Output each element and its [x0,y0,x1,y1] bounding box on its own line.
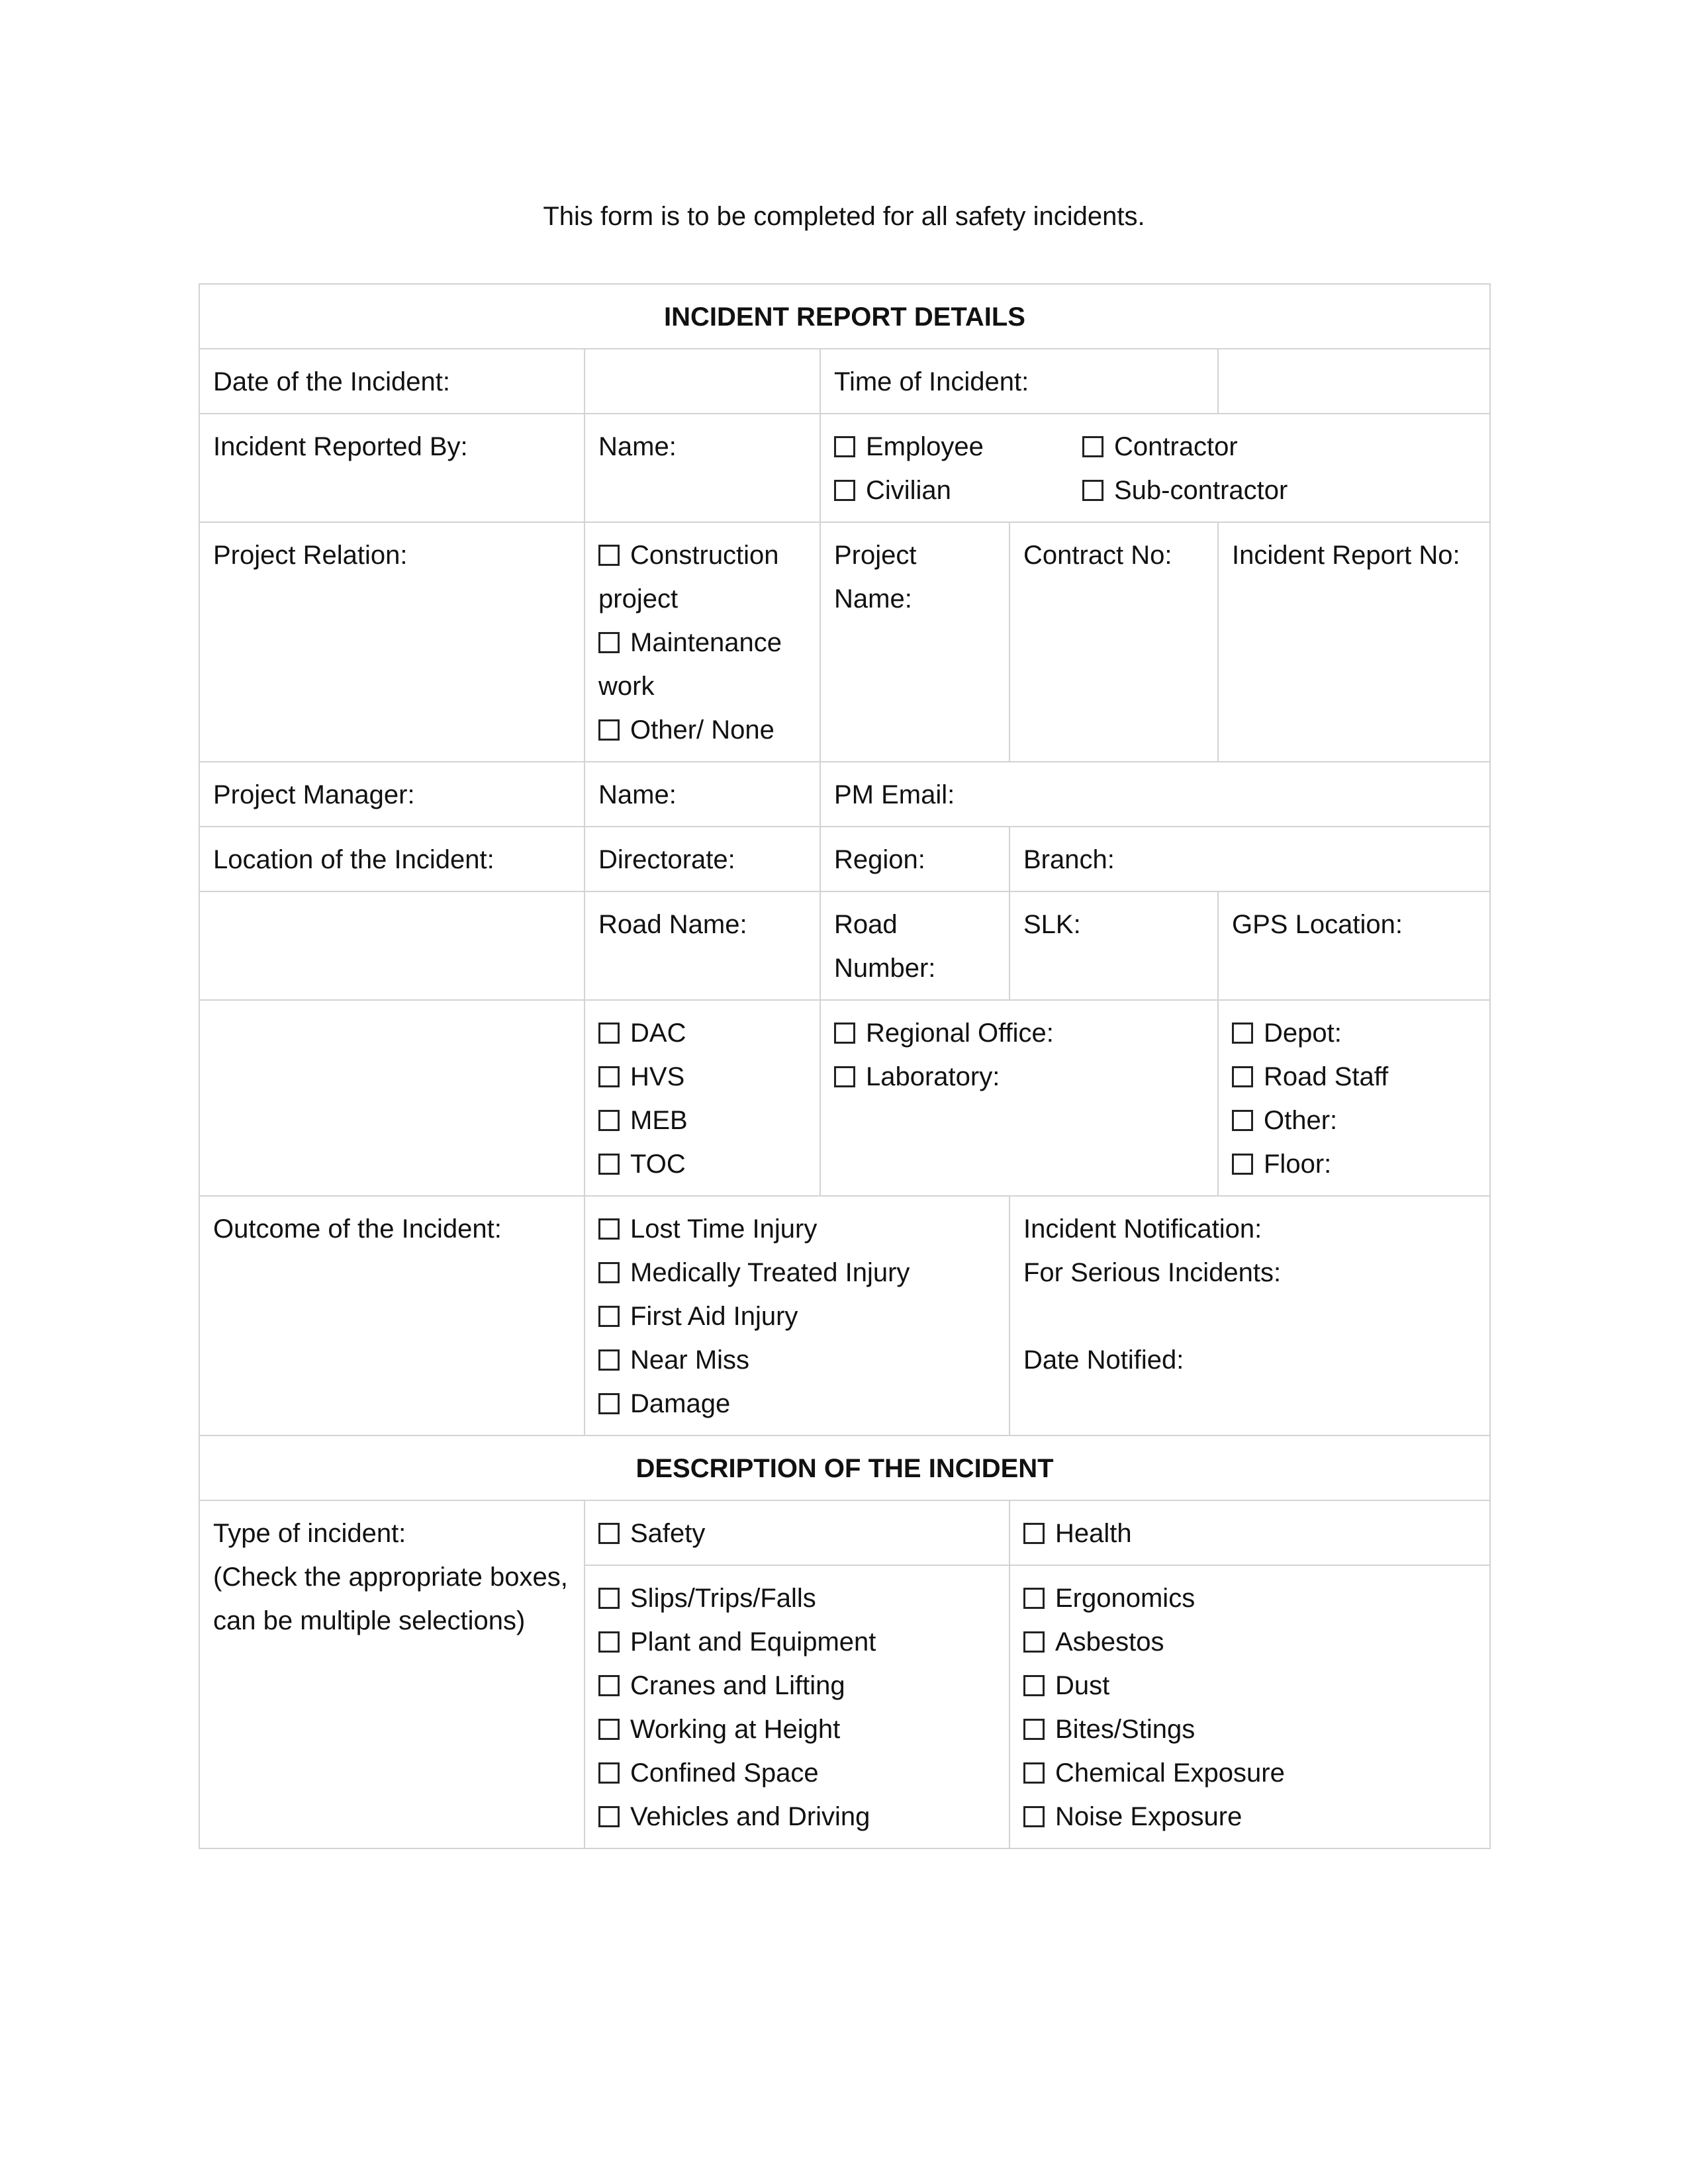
checkbox-icon[interactable] [598,719,620,741]
spacer [1023,1295,1476,1338]
site-row [199,1000,1490,1196]
option-regional-office[interactable]: Regional Office: [834,1011,1204,1055]
checkbox-icon[interactable] [1232,1023,1253,1044]
road-number-field[interactable] [820,891,1009,1000]
checkbox-icon[interactable] [598,1675,620,1696]
option-maintenance-work[interactable]: Maintenance work [598,628,782,701]
slk-field[interactable] [1009,891,1218,1000]
checkbox-icon[interactable] [1023,1719,1045,1740]
checkbox-icon[interactable] [834,1023,855,1044]
option-slips-trips-falls[interactable]: Slips/Trips/Falls [598,1576,996,1620]
checkbox-icon[interactable] [598,1066,620,1087]
checkbox-icon[interactable] [598,545,620,566]
description-header-row [199,1435,1490,1500]
road-number-label: Road Number: [834,910,936,983]
reported-by-row [199,414,1490,522]
road-name-label: Road Name: [598,910,747,939]
option-dust[interactable]: Dust [1023,1664,1476,1707]
location-row [199,827,1490,891]
option-hvs[interactable]: HVS [598,1055,806,1099]
option-depot[interactable]: Depot: [1232,1011,1476,1055]
health-options [1009,1565,1490,1848]
slk-label: SLK: [1023,910,1081,939]
region-field[interactable] [820,827,1009,891]
checkbox-icon[interactable] [598,632,620,653]
checkbox-icon[interactable] [598,1762,620,1784]
site-row-empty-label [199,1000,585,1196]
project-manager-row [199,762,1490,827]
option-bites-stings[interactable]: Bites/Stings [1023,1707,1476,1751]
time-field[interactable] [1218,349,1490,414]
option-plant-and-equipment[interactable]: Plant and Equipment [598,1620,996,1664]
pm-name-field[interactable] [585,762,820,827]
section-title-description: DESCRIPTION OF THE INCIDENT [199,1435,1490,1500]
checkbox-icon[interactable] [1023,1762,1045,1784]
branch-label: Branch: [1023,845,1115,874]
site-group-2 [820,1000,1218,1196]
option-other[interactable]: Other: [1232,1099,1476,1142]
checkbox-icon[interactable] [834,480,855,501]
project-name-field[interactable] [820,522,1009,762]
option-meb[interactable]: MEB [598,1099,806,1142]
project-manager-label: Project Manager: [199,762,585,827]
health-category[interactable] [1009,1500,1490,1565]
checkbox-icon[interactable] [1232,1110,1253,1131]
road-row [199,891,1490,1000]
checkbox-icon[interactable] [598,1023,620,1044]
date-notified-label: Date Notified: [1023,1345,1184,1375]
checkbox-icon[interactable] [1023,1806,1045,1827]
option-ergonomics[interactable]: Ergonomics [1023,1576,1476,1620]
directorate-label: Directorate: [598,845,735,874]
option-medically-treated-injury[interactable]: Medically Treated Injury [598,1251,996,1295]
outcome-options [585,1196,1009,1435]
checkbox-icon[interactable] [598,1262,620,1283]
option-sub-contractor[interactable]: Sub-contractor [1082,469,1288,512]
option-employee[interactable]: Employee [834,425,1082,469]
checkbox-icon[interactable] [598,1349,620,1371]
reporter-type-cell [820,414,1490,522]
notification-cell[interactable] [1009,1196,1490,1435]
contract-no-label: Contract No: [1023,541,1172,570]
option-cranes-and-lifting[interactable]: Cranes and Lifting [598,1664,996,1707]
checkbox-icon[interactable] [1082,436,1103,457]
reported-by-label: Incident Reported By: [199,414,585,522]
option-damage[interactable]: Damage [598,1382,996,1426]
road-row-empty-label [199,891,585,1000]
checkbox-icon[interactable] [598,1218,620,1240]
checkbox-icon[interactable] [1232,1066,1253,1087]
outcome-row [199,1196,1490,1435]
option-noise-exposure[interactable]: Noise Exposure [1023,1795,1476,1839]
option-toc[interactable]: TOC [598,1142,806,1186]
incident-type-hint: (Check the appropriate boxes, can be multiple selections) [213,1563,568,1635]
checkbox-icon[interactable] [598,1523,620,1544]
checkbox-icon[interactable] [1023,1523,1045,1544]
gps-field[interactable] [1218,891,1490,1000]
project-relation-options [585,522,820,762]
checkbox-icon[interactable] [834,436,855,457]
option-floor[interactable]: Floor: [1232,1142,1476,1186]
date-time-row [199,349,1490,414]
option-confined-space[interactable]: Confined Space [598,1751,996,1795]
project-relation-row [199,522,1490,762]
option-road-staff[interactable]: Road Staff [1232,1055,1476,1099]
option-dac[interactable]: DAC [598,1011,806,1055]
incident-type-row [199,1500,1490,1565]
checkbox-icon[interactable] [834,1066,855,1087]
checkbox-icon[interactable] [1023,1631,1045,1653]
directorate-field[interactable] [585,827,820,891]
section-title-details: INCIDENT REPORT DETAILS [199,284,1490,349]
branch-field[interactable] [1009,827,1490,891]
option-construction-project[interactable]: Construction project [598,541,779,614]
incident-type-label-cell [199,1500,585,1848]
health-label: Health [1055,1519,1132,1548]
time-label: Time of Incident: [820,349,1218,414]
option-vehicles-and-driving[interactable]: Vehicles and Driving [598,1795,996,1839]
project-name-label: Project Name: [834,541,917,614]
option-asbestos[interactable]: Asbestos [1023,1620,1476,1664]
option-first-aid-injury[interactable]: First Aid Injury [598,1295,996,1338]
report-no-label: Incident Report No: [1232,541,1460,570]
report-no-field[interactable] [1218,522,1490,762]
details-header-row [199,284,1490,349]
option-chemical-exposure[interactable]: Chemical Exposure [1023,1751,1476,1795]
checkbox-icon[interactable] [598,1588,620,1609]
region-label: Region: [834,845,925,874]
option-laboratory[interactable]: Laboratory: [834,1055,1204,1099]
location-label: Location of the Incident: [199,827,585,891]
date-field[interactable] [585,349,820,414]
serious-incidents-label: For Serious Incidents: [1023,1258,1282,1287]
safety-options [585,1565,1009,1848]
checkbox-icon[interactable] [598,1154,620,1175]
checkbox-icon[interactable] [1023,1588,1045,1609]
checkbox-icon[interactable] [598,1631,620,1653]
notification-label: Incident Notification: [1023,1214,1262,1244]
checkbox-icon[interactable] [598,1806,620,1827]
safety-label: Safety [630,1519,706,1548]
checkbox-icon[interactable] [1232,1154,1253,1175]
date-label: Date of the Incident: [199,349,585,414]
checkbox-icon[interactable] [598,1719,620,1740]
checkbox-icon[interactable] [598,1393,620,1414]
pm-email-field[interactable] [820,762,1490,827]
reporter-name-label: Name: [598,432,677,461]
option-working-at-height[interactable]: Working at Height [598,1707,996,1751]
gps-label: GPS Location: [1232,910,1403,939]
option-other-none[interactable]: Other/ None [598,708,806,752]
site-group-1 [585,1000,820,1196]
site-group-3 [1218,1000,1490,1196]
incident-type-label: Type of incident: [213,1519,406,1548]
form-instructions: This form is to be completed for all safety incidents. [543,202,1145,231]
safety-category[interactable] [585,1500,1009,1565]
outcome-label: Outcome of the Incident: [199,1196,585,1435]
checkbox-icon[interactable] [598,1110,620,1131]
pm-name-label: Name: [598,780,677,809]
incident-report-form [199,283,1491,1849]
option-near-miss[interactable]: Near Miss [598,1338,996,1382]
checkbox-icon[interactable] [1082,480,1103,501]
option-lost-time-injury[interactable]: Lost Time Injury [598,1207,996,1251]
pm-email-label: PM Email: [834,780,955,809]
project-relation-label: Project Relation: [199,522,585,762]
option-contractor[interactable]: Contractor [1082,425,1238,469]
contract-no-field[interactable] [1009,522,1218,762]
checkbox-icon[interactable] [598,1306,620,1327]
checkbox-icon[interactable] [1023,1675,1045,1696]
road-name-field[interactable] [585,891,820,1000]
option-civilian[interactable]: Civilian [834,469,1082,512]
reporter-name-field[interactable] [585,414,820,522]
